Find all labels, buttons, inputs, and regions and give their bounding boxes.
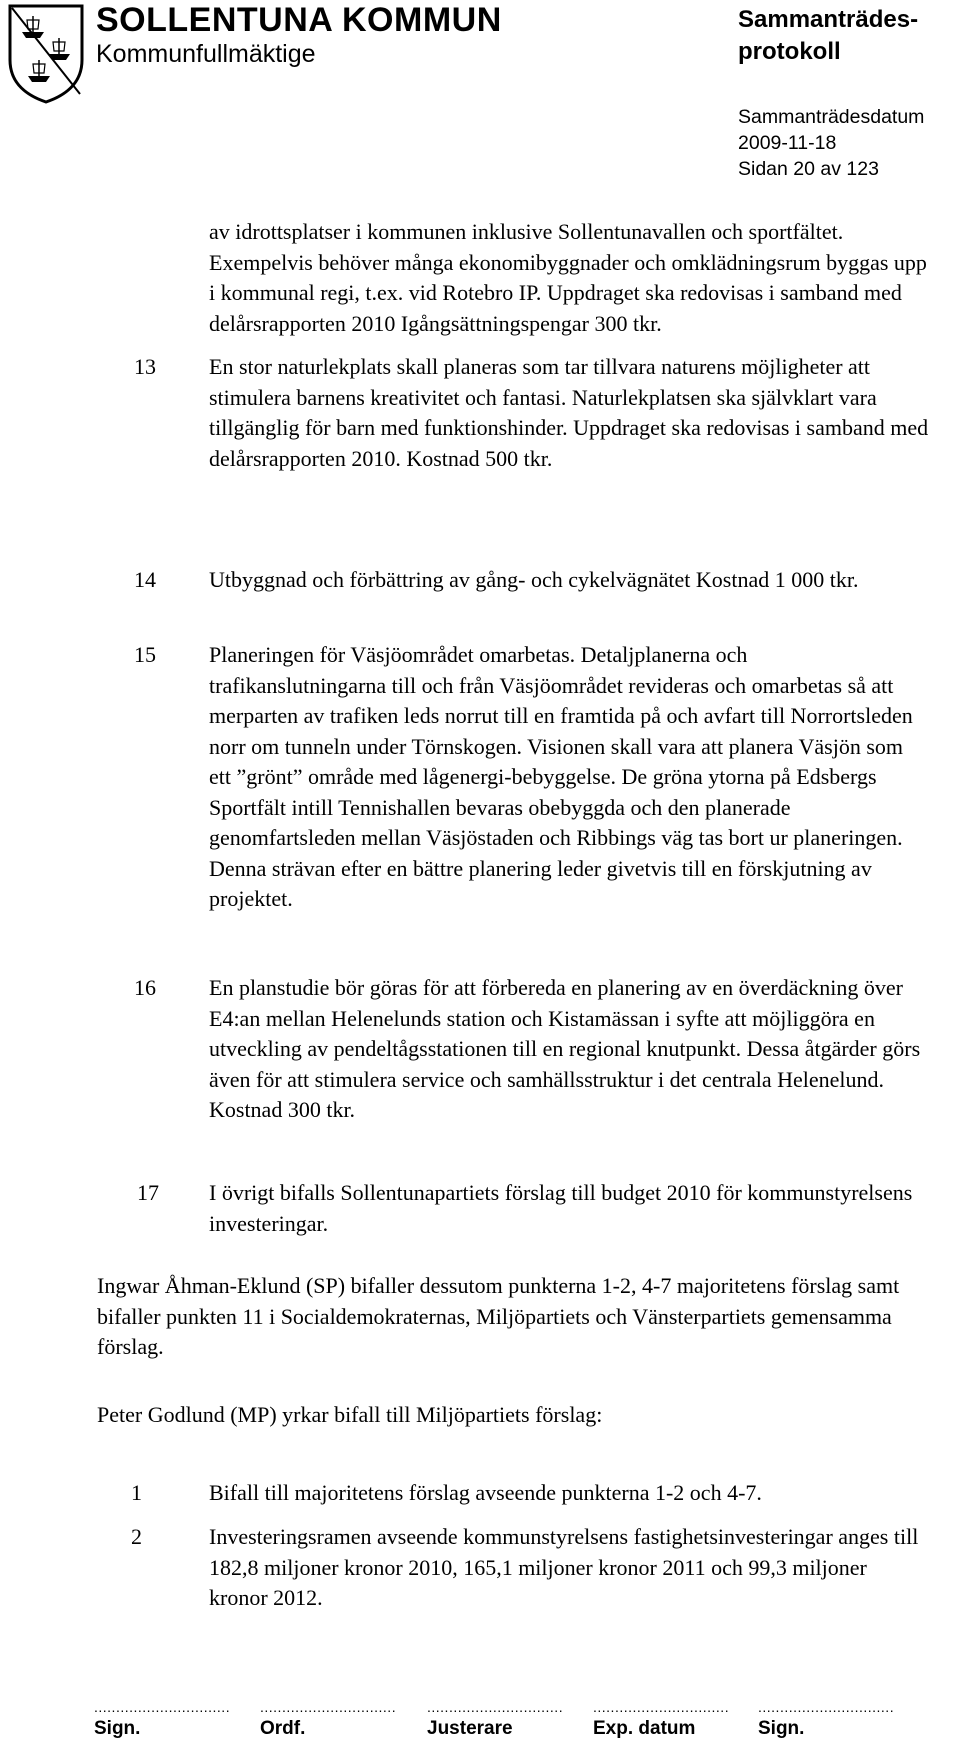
signature-label: Justerare xyxy=(427,1718,513,1739)
item-number: 14 xyxy=(134,567,156,592)
item-text: En planstudie bör göras för att förbereda en planering av en överdäckning över E4:an mellan Helenelunds station och Kistamässan i syfte att möjliggöra en utveckling av pendeltågsstationen till en regional knutpunkt. Dessa åtgärder görs även för att stimulera service och samhällsstruktur i det centrala Helenelund. Kostnad 300 tkr. xyxy=(209,975,921,1122)
intro-paragraph: av idrottsplatser i kommunen inklusive Sollentunavallen och sportfältet. Exempelvis behöver många ekonomibyggnader och omklädningsrum byggas upp i kommunal regi, t.ex. vid Rotebro IP. Uppdraget ska redovisas i samband med delårsrapporten 2010 Igångsättningspengar 300 tkr. xyxy=(209,219,927,336)
organization-department: Kommunfullmäktige xyxy=(96,40,316,68)
item-text: I övrigt bifalls Sollentunapartiets förslag till budget 2010 för kommunstyrelsens investeringar. xyxy=(209,1180,913,1236)
document-type-line-1: Sammanträdes- xyxy=(738,6,919,33)
item-number: 17 xyxy=(137,1180,159,1205)
signature-line: ............................... xyxy=(758,1700,895,1714)
proposal-text: Bifall till majoritetens förslag avseende punkterna 1-2 och 4-7. xyxy=(209,1480,762,1505)
statement-paragraph: Ingwar Åhman-Eklund (SP) bifaller dessutom punkterna 1-2, 4-7 majoritetens förslag samt bifaller punkten 11 i Socialdemokraternas, Miljöpartiets och Vänsterpartiets gemensamma förslag. xyxy=(97,1273,900,1359)
signature-label: Exp. datum xyxy=(593,1718,696,1739)
item-number: 16 xyxy=(134,975,156,1000)
meeting-date-label: Sammanträdesdatum xyxy=(738,106,925,128)
proposal-text: Investeringsramen avseende kommunstyrelsens fastighetsinvesteringar anges till 182,8 miljoner kronor 2010, 165,1 miljoner kronor 2011 och 99,3 miljoner kronor 2012. xyxy=(209,1524,919,1610)
organization-name: SOLLENTUNA KOMMUN xyxy=(96,1,502,39)
item-number: 15 xyxy=(134,642,156,667)
signature-label: Sign. xyxy=(758,1718,805,1739)
meeting-date: 2009-11-18 xyxy=(738,132,837,154)
meeting-meta xyxy=(738,104,958,182)
document-type xyxy=(738,4,948,68)
page-number: Sidan 20 av 123 xyxy=(738,158,879,180)
item-text: En stor naturlekplats skall planeras som tar tillvara naturens möjligheter att stimulera barnens kreativitet och fantasi. Naturlekplatsen ska självklart vara tillgänglig för barn med funktionshinder. Uppdraget ska redovisas i samband med delårsrapporten 2010. Kostnad 500 tkr. xyxy=(209,354,929,471)
signature-footer xyxy=(0,1700,960,1743)
signature-field-3 xyxy=(427,1700,577,1742)
signature-field-2 xyxy=(260,1700,410,1742)
item-number: 13 xyxy=(134,354,156,379)
signature-line: ............................... xyxy=(260,1700,397,1714)
proposal-number: 2 xyxy=(131,1524,142,1549)
signature-line: ............................... xyxy=(593,1700,730,1714)
motion-paragraph: Peter Godlund (MP) yrkar bifall till Miljöpartiets förslag: xyxy=(97,1402,603,1427)
signature-label: Ordf. xyxy=(260,1718,306,1739)
signature-field-5 xyxy=(758,1700,908,1742)
item-text: Planeringen för Väsjöområdet omarbetas. Detaljplanerna och trafikanslutningarna till och från Väsjöområdet revideras och omarbetas så att merparten av trafiken leds norrut till en framtida på och avfart till Norrortsleden norr om tunneln under Törnskogen. Visionen skall vara att planera Väsjön som ett ”grönt” område med lågenergi-bebyggelse. De gröna ytorna på Edsbergs Sportfält intill Tennishallen bevaras obebyggda och den planerade genomfartsleden mellan Väsjöstaden och Ribbings väg tas bort ur planeringen. Denna strävan efter en bättre planering leder givetvis till en förskjutning av projektet. xyxy=(209,642,913,911)
document-type-line-2: protokoll xyxy=(738,38,841,65)
proposal-number: 1 xyxy=(131,1480,142,1505)
signature-line: ............................... xyxy=(427,1700,564,1714)
signature-label: Sign. xyxy=(94,1718,141,1739)
signature-field-4 xyxy=(593,1700,743,1742)
municipal-coat-of-arms-icon xyxy=(6,2,86,104)
signature-line: ............................... xyxy=(94,1700,231,1714)
item-text: Utbyggnad och förbättring av gång- och cykelvägnätet Kostnad 1 000 tkr. xyxy=(209,567,859,592)
signature-field-1 xyxy=(94,1700,244,1742)
page-header xyxy=(0,0,960,180)
